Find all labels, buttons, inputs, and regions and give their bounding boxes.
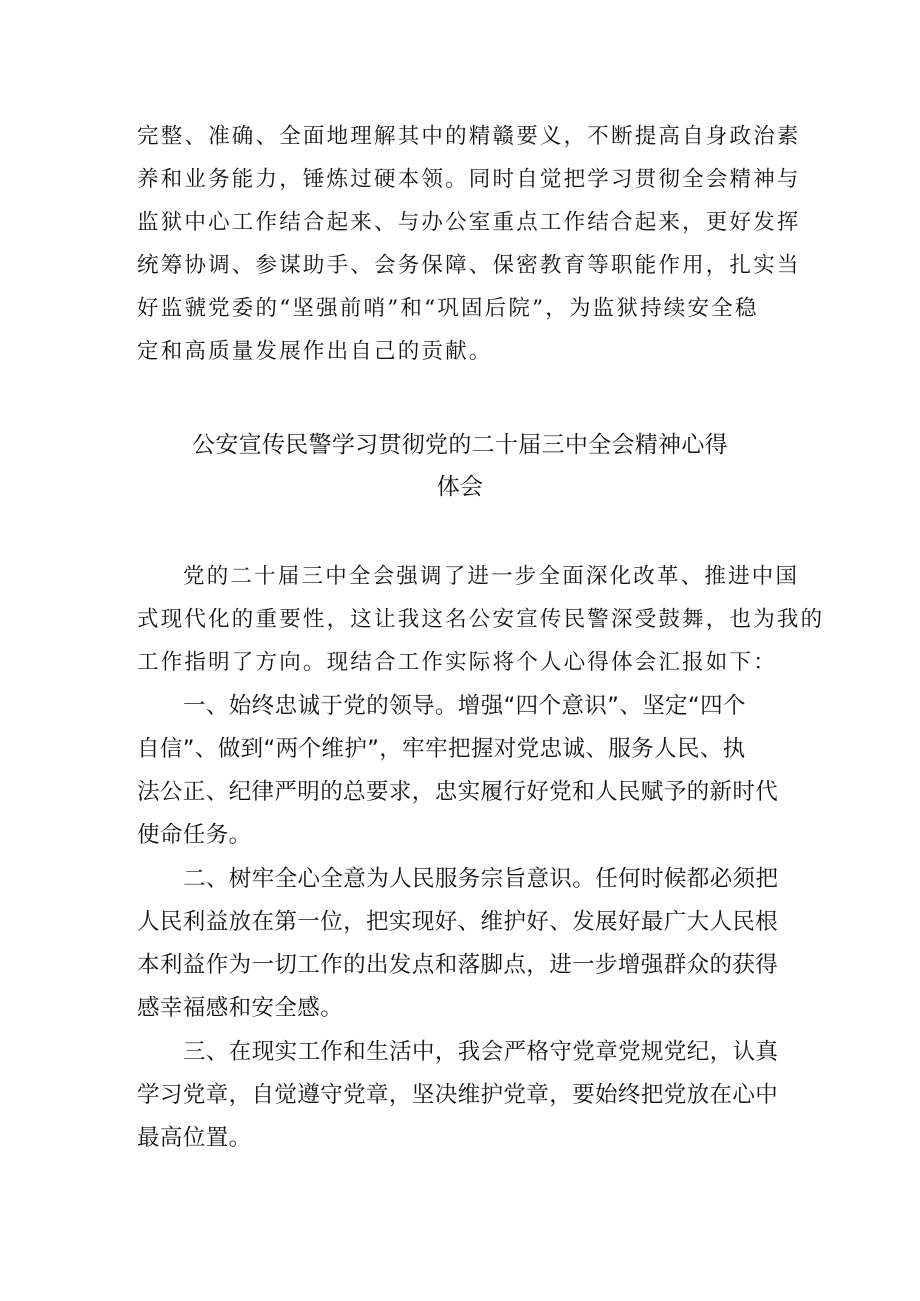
- text-line: 使命任务。: [137, 822, 252, 848]
- intro-paragraph: [137, 555, 825, 684]
- text-line: 学习党章，自觉遵守党章，坚决维护党章，要始终把党放在心中: [137, 1082, 779, 1108]
- text-line: 党的二十届三中全会强调了进一步全面深化改革、推进中国: [183, 564, 800, 589]
- text-line: 自信”、做到“两个维护”，牢牢把握对党忠诚、服务人民、执: [137, 736, 746, 762]
- section-three-paragraph: [137, 1031, 787, 1160]
- text-line: 一、始终忠诚于党的领导。增强“四个意识”、坚定“四个: [183, 693, 746, 719]
- text-line: 三、在现实工作和生活中，我会严格守党章党规党纪，认真: [183, 1039, 779, 1065]
- text-line: 定和高质量发展作出自己的贡献。: [137, 339, 493, 364]
- text-line: 最高位置。: [137, 1125, 252, 1151]
- text-line: 好监虢党委的“坚强前哨”和“巩固后院”，为监狱持续安全稳: [137, 296, 759, 321]
- text-line: 感幸福感和安全感。: [137, 995, 344, 1021]
- text-line: 养和业务能力，锤炼过硬本领。同时自觉把学习贯彻全会精神与: [137, 167, 801, 192]
- previous-paragraph: [137, 115, 801, 373]
- text-line: 二、树牢全心全意为人民服务宗旨意识。任何时候都必须把: [183, 866, 779, 892]
- text-line: 工作指明了方向。现结合工作实际将个人心得体会汇报如下：: [137, 650, 777, 675]
- text-line: 人民利益放在第一位，把实现好、维护好、发展好最广大人民根: [137, 909, 779, 935]
- text-line: 本利益作为一切工作的出发点和落脚点，进一步增强群众的获得: [137, 952, 779, 978]
- title-line: 体会: [436, 474, 484, 500]
- text-line: 法公正、纪律严明的总要求，忠实履行好党和人民赋予的新时代: [137, 779, 779, 805]
- section-two-paragraph: [137, 858, 787, 1030]
- text-line: 式现代化的重要性，这让我这名公安宣传民警深受鼓舞，也为我的: [137, 607, 825, 632]
- text-line: 监狱中心工作结合起来、与办公室重点工作结合起来，更好发挥: [137, 210, 801, 235]
- text-line: 统筹协调、参谋助手、会务保障、保密教育等职能作用，扎实当: [137, 253, 801, 278]
- document-title: [0, 424, 920, 508]
- section-one-paragraph: [137, 685, 787, 857]
- title-line: 公安宣传民警学习贯彻党的二十届三中全会精神心得: [192, 432, 728, 458]
- text-line: 完整、准确、全面地理解其中的精赣要义，不断提高自身政治素: [137, 124, 801, 149]
